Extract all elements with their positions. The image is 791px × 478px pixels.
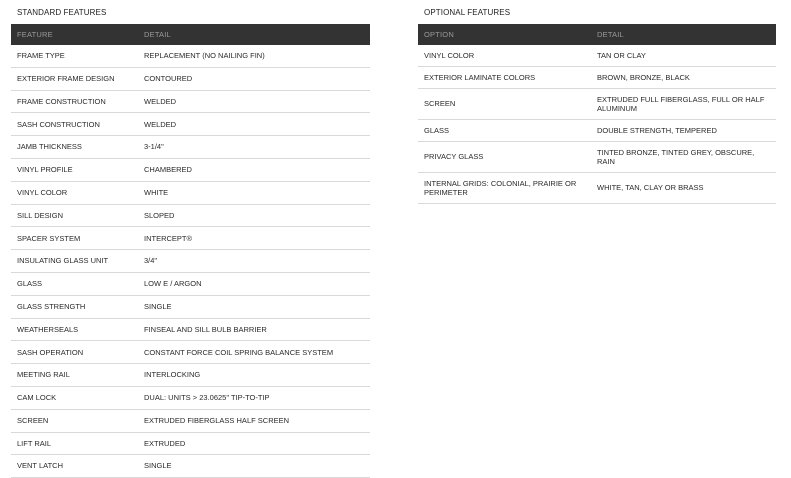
feature-cell: LIFT RAIL <box>11 432 138 455</box>
table-row <box>11 67 370 90</box>
detail-cell: EXTRUDED <box>138 432 370 455</box>
feature-cell: INSULATING GLASS UNIT <box>11 250 138 273</box>
feature-cell: GLASS STRENGTH <box>11 295 138 318</box>
table-row <box>418 45 776 67</box>
table-row <box>11 455 370 478</box>
table-row <box>11 295 370 318</box>
detail-cell: TAN OR CLAY <box>591 45 776 67</box>
detail-cell: WHITE <box>138 181 370 204</box>
table-row <box>11 227 370 250</box>
feature-cell: CAM LOCK <box>11 386 138 409</box>
detail-cell: DOUBLE STRENGTH, TEMPERED <box>591 120 776 142</box>
optional-features-panel <box>418 0 776 204</box>
feature-cell: SILL DESIGN <box>11 204 138 227</box>
feature-cell: GLASS <box>418 120 591 142</box>
table-row <box>11 318 370 341</box>
detail-cell: CONSTANT FORCE COIL SPRING BALANCE SYSTEM <box>138 341 370 364</box>
feature-cell: MEETING RAIL <box>11 364 138 387</box>
table-row <box>11 250 370 273</box>
detail-cell: SINGLE <box>138 295 370 318</box>
feature-cell: EXTERIOR FRAME DESIGN <box>11 67 138 90</box>
feature-cell: SASH OPERATION <box>11 341 138 364</box>
table-row <box>418 67 776 89</box>
feature-cell: SPACER SYSTEM <box>11 227 138 250</box>
feature-cell: EXTERIOR LAMINATE COLORS <box>418 67 591 89</box>
detail-cell: WHITE, TAN, CLAY OR BRASS <box>591 173 776 204</box>
optional-features-table <box>418 24 776 204</box>
detail-cell: FINSEAL AND SILL BULB BARRIER <box>138 318 370 341</box>
detail-cell: WELDED <box>138 90 370 113</box>
feature-cell: VINYL PROFILE <box>11 158 138 181</box>
feature-column-header: FEATURE <box>11 24 138 45</box>
table-row <box>11 341 370 364</box>
optional-features-title: OPTIONAL FEATURES <box>424 8 511 17</box>
feature-cell: INTERNAL GRIDS: COLONIAL, PRAIRIE OR PERIMETER <box>418 173 591 204</box>
standard-header-row <box>11 24 370 45</box>
feature-cell: SCREEN <box>11 409 138 432</box>
feature-cell: VINYL COLOR <box>418 45 591 67</box>
detail-cell: LOW E / ARGON <box>138 272 370 295</box>
table-row <box>11 158 370 181</box>
standard-features-title: STANDARD FEATURES <box>17 8 107 17</box>
table-row <box>418 89 776 120</box>
detail-cell: DUAL: UNITS > 23.0625" TIP-TO-TIP <box>138 386 370 409</box>
detail-cell: 3-1/4" <box>138 136 370 159</box>
feature-cell: FRAME CONSTRUCTION <box>11 90 138 113</box>
feature-cell: WEATHERSEALS <box>11 318 138 341</box>
table-row <box>418 120 776 142</box>
optional-header-row <box>418 24 776 45</box>
table-row <box>11 386 370 409</box>
feature-cell: VINYL COLOR <box>11 181 138 204</box>
table-row <box>11 272 370 295</box>
standard-features-table <box>11 24 370 478</box>
table-row <box>11 113 370 136</box>
detail-cell: REPLACEMENT (NO NAILING FIN) <box>138 45 370 67</box>
table-row <box>11 45 370 67</box>
detail-cell: INTERLOCKING <box>138 364 370 387</box>
detail-cell: CHAMBERED <box>138 158 370 181</box>
table-row <box>11 90 370 113</box>
option-column-header: OPTION <box>418 24 591 45</box>
feature-cell: SASH CONSTRUCTION <box>11 113 138 136</box>
table-row <box>11 136 370 159</box>
feature-cell: VENT LATCH <box>11 455 138 478</box>
detail-cell: EXTRUDED FIBERGLASS HALF SCREEN <box>138 409 370 432</box>
feature-cell: PRIVACY GLASS <box>418 142 591 173</box>
detail-cell: INTERCEPT® <box>138 227 370 250</box>
table-row <box>11 204 370 227</box>
feature-cell: FRAME TYPE <box>11 45 138 67</box>
detail-cell: EXTRUDED FULL FIBERGLASS, FULL OR HALF ALUMINUM <box>591 89 776 120</box>
standard-features-panel <box>11 0 370 478</box>
feature-cell: JAMB THICKNESS <box>11 136 138 159</box>
detail-cell: TINTED BRONZE, TINTED GREY, OBSCURE, RAIN <box>591 142 776 173</box>
table-row <box>418 142 776 173</box>
feature-cell: GLASS <box>11 272 138 295</box>
detail-cell: 3/4" <box>138 250 370 273</box>
detail-cell: BROWN, BRONZE, BLACK <box>591 67 776 89</box>
table-row <box>11 432 370 455</box>
table-row <box>11 364 370 387</box>
table-row <box>418 173 776 204</box>
detail-cell: SINGLE <box>138 455 370 478</box>
detail-cell: CONTOURED <box>138 67 370 90</box>
detail-cell: SLOPED <box>138 204 370 227</box>
detail-column-header: DETAIL <box>138 24 370 45</box>
feature-cell: SCREEN <box>418 89 591 120</box>
table-row <box>11 181 370 204</box>
detail-cell: WELDED <box>138 113 370 136</box>
table-row <box>11 409 370 432</box>
detail-column-header: DETAIL <box>591 24 776 45</box>
